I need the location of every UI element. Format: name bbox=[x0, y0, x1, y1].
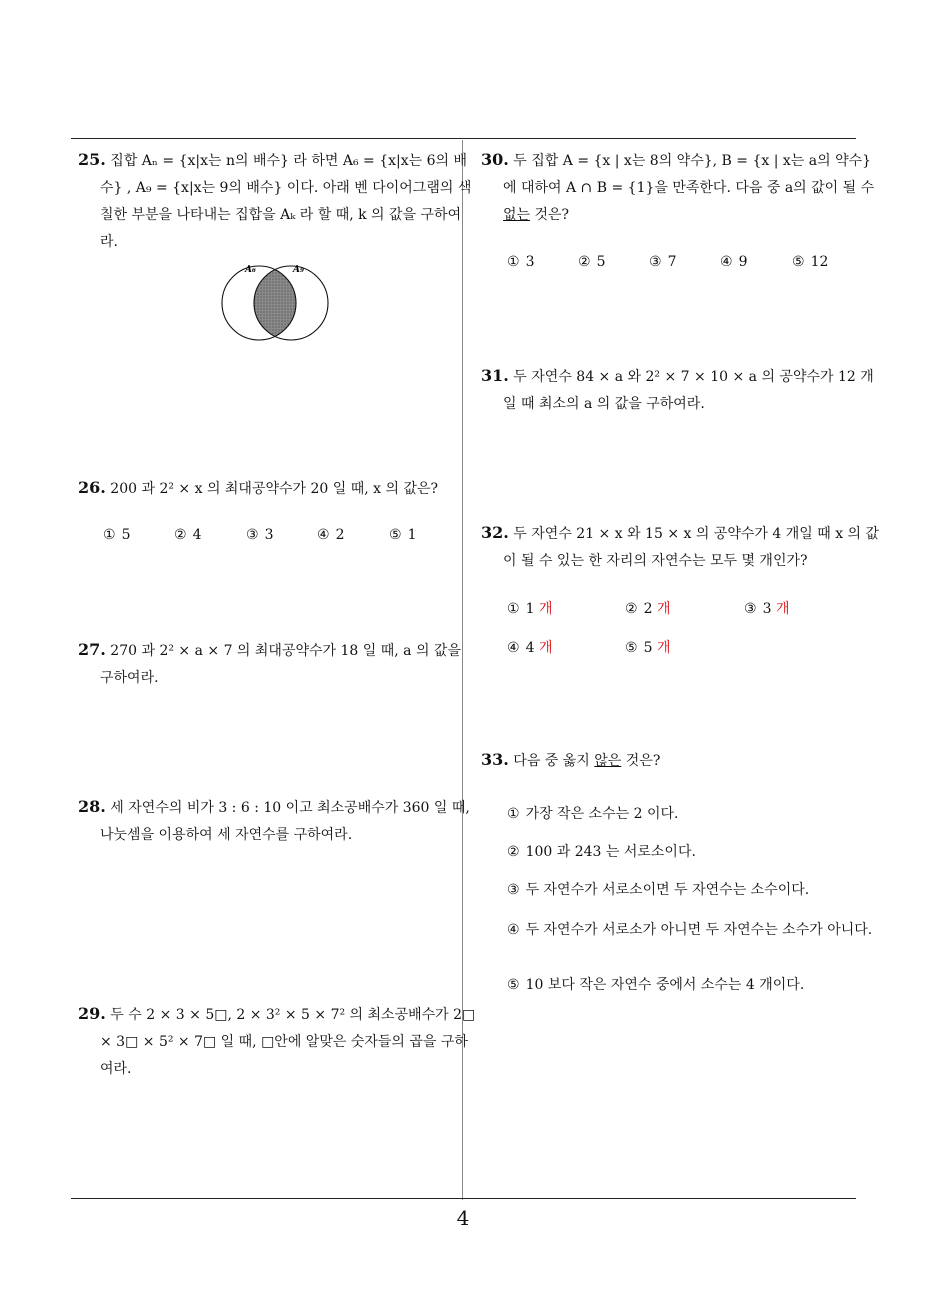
choice-number: 3 bbox=[762, 601, 772, 617]
choice-q32-4[interactable] bbox=[507, 637, 552, 657]
choice-mark: ③ bbox=[649, 254, 662, 270]
choice-mark: ③ bbox=[246, 527, 259, 543]
choice-q33-2[interactable] bbox=[507, 841, 696, 861]
question-text bbox=[503, 153, 874, 223]
question-number: 30. bbox=[481, 150, 509, 169]
choice-q32-1[interactable] bbox=[507, 598, 552, 618]
choice-q33-5[interactable] bbox=[507, 974, 804, 994]
question-number: 33. bbox=[481, 750, 509, 769]
venn-label-a9: A₉ bbox=[293, 265, 304, 275]
question-number: 29. bbox=[78, 1004, 106, 1023]
choice-mark: ⑤ bbox=[625, 640, 638, 656]
choice-label: 4 bbox=[192, 527, 202, 543]
choice-mark: ④ bbox=[720, 254, 733, 270]
choice-mark: ① bbox=[507, 254, 520, 270]
choice-label: 10 보다 작은 자연수 중에서 소수는 4 개이다. bbox=[525, 977, 805, 993]
question-number: 32. bbox=[481, 523, 509, 542]
choice-mark: ① bbox=[507, 601, 520, 617]
question-number: 26. bbox=[78, 478, 106, 497]
choice-mark: ⑤ bbox=[389, 527, 402, 543]
question-text-part: 것은? bbox=[621, 753, 661, 769]
choice-label: 100 과 243 는 서로소이다. bbox=[525, 844, 696, 860]
choice-q32-2[interactable] bbox=[625, 598, 670, 618]
choice-mark: ③ bbox=[507, 882, 520, 898]
bottom-rule bbox=[71, 1198, 856, 1199]
choice-q26-4[interactable] bbox=[317, 527, 344, 543]
choice-q26-1[interactable] bbox=[103, 527, 130, 543]
choice-mark: ⑤ bbox=[792, 254, 805, 270]
question-text-underlined: 없는 bbox=[503, 207, 531, 223]
choice-q30-2[interactable] bbox=[578, 254, 605, 270]
choice-mark: ② bbox=[625, 601, 638, 617]
question-text-part: 두 집합 A = {x | x는 8의 약수}, B = {x | x는 a의 약수} 에 대하여 A ∩ B = {1}을 만족한다. 다음 중 a의 값이 될 수 bbox=[503, 153, 875, 196]
question-text: 세 자연수의 비가 3 : 6 : 10 이고 최소공배수가 360 일 때, 나눗셈을 이용하여 세 자연수를 구하여라. bbox=[100, 800, 470, 843]
question-31 bbox=[481, 362, 881, 418]
choice-label: 12 bbox=[810, 254, 829, 270]
choice-q33-4[interactable] bbox=[507, 917, 874, 943]
choice-q33-1[interactable] bbox=[507, 803, 678, 823]
question-text: 두 자연수 21 × x 와 15 × x 의 공약수가 4 개일 때 x 의 값이 될 수 있는 한 자리의 자연수는 모두 몇 개인가? bbox=[503, 526, 880, 569]
choice-q32-5[interactable] bbox=[625, 637, 670, 657]
choice-number: 1 bbox=[525, 601, 535, 617]
choice-label: 두 자연수가 서로소이면 두 자연수는 소수이다. bbox=[525, 882, 810, 898]
question-33 bbox=[481, 746, 881, 775]
choice-label: 3 bbox=[264, 527, 274, 543]
question-29 bbox=[78, 1000, 478, 1083]
choice-number: 5 bbox=[643, 640, 653, 656]
choice-q26-2[interactable] bbox=[174, 527, 201, 543]
choice-label: 9 bbox=[738, 254, 748, 270]
page-number: 4 bbox=[456, 1206, 470, 1230]
question-26 bbox=[78, 474, 478, 503]
venn-diagram bbox=[215, 260, 335, 342]
choice-label: 1 bbox=[407, 527, 417, 543]
choice-q30-1[interactable] bbox=[507, 254, 534, 270]
choice-q30-4[interactable] bbox=[720, 254, 747, 270]
venn-label-a6: A₆ bbox=[245, 265, 256, 275]
question-text: 270 과 2² × a × 7 의 최대공약수가 18 일 때, a 의 값을 구하여라. bbox=[100, 643, 461, 686]
choice-unit: 개 bbox=[538, 640, 553, 656]
choice-q26-3[interactable] bbox=[246, 527, 273, 543]
choice-unit: 개 bbox=[656, 640, 671, 656]
question-30 bbox=[481, 146, 881, 229]
choice-q32-3[interactable] bbox=[744, 598, 789, 618]
question-text: 200 과 2² × x 의 최대공약수가 20 일 때, x 의 값은? bbox=[110, 481, 439, 497]
choice-q33-3[interactable] bbox=[507, 879, 809, 899]
choice-number: 2 bbox=[643, 601, 653, 617]
choice-label: 5 bbox=[596, 254, 606, 270]
question-text-part: 다음 중 옳지 bbox=[513, 753, 595, 769]
choice-label: 3 bbox=[525, 254, 535, 270]
choice-mark: ② bbox=[174, 527, 187, 543]
choice-unit: 개 bbox=[656, 601, 671, 617]
choice-label: 두 자연수가 서로소가 아니면 두 자연수는 소수가 아니다. bbox=[525, 922, 873, 938]
choice-q26-5[interactable] bbox=[389, 527, 416, 543]
choice-number: 4 bbox=[525, 640, 535, 656]
question-32 bbox=[481, 519, 881, 575]
choice-mark: ③ bbox=[744, 601, 757, 617]
question-25 bbox=[78, 146, 478, 256]
choice-mark: ① bbox=[507, 806, 520, 822]
choice-mark: ① bbox=[103, 527, 116, 543]
choice-unit: 개 bbox=[775, 601, 790, 617]
choice-label: 2 bbox=[335, 527, 345, 543]
choice-mark: ② bbox=[578, 254, 591, 270]
choice-label: 5 bbox=[121, 527, 131, 543]
question-text: 두 수 2 × 3 × 5□, 2 × 3² × 5 × 7² 의 최소공배수가 2□ × 3□ × 5² × 7□ 일 때, □안에 알맞은 숫자들의 곱을 구하여라. bbox=[100, 1007, 476, 1077]
choice-q30-5[interactable] bbox=[792, 254, 828, 270]
choice-mark: ⑤ bbox=[507, 977, 520, 993]
choice-label: 7 bbox=[667, 254, 677, 270]
question-number: 31. bbox=[481, 366, 509, 385]
question-text: 두 자연수 84 × a 와 2² × 7 × 10 × a 의 공약수가 12 개일 때 최소의 a 의 값을 구하여라. bbox=[503, 369, 874, 412]
question-text-part: 것은? bbox=[530, 207, 570, 223]
question-number: 25. bbox=[78, 150, 106, 169]
choice-unit: 개 bbox=[538, 601, 553, 617]
choice-mark: ④ bbox=[317, 527, 330, 543]
choice-q30-3[interactable] bbox=[649, 254, 676, 270]
choice-mark: ④ bbox=[507, 922, 520, 938]
top-rule bbox=[71, 138, 856, 139]
question-27 bbox=[78, 636, 478, 692]
question-text: 집합 Aₙ = {x|x는 n의 배수} 라 하면 A₆ = {x|x는 6의 배수} , A₉ = {x|x는 9의 배수} 이다. 아래 벤 다이어그램의 색칠한 부분을 나타내는 집합을 Aₖ 라 할 때, k 의 값을 구하여라. bbox=[100, 153, 472, 250]
question-text bbox=[513, 753, 660, 769]
question-number: 28. bbox=[78, 797, 106, 816]
choice-label: 가장 작은 소수는 2 이다. bbox=[525, 806, 679, 822]
choice-mark: ② bbox=[507, 844, 520, 860]
choice-mark: ④ bbox=[507, 640, 520, 656]
question-28 bbox=[78, 793, 478, 849]
question-text-underlined: 않은 bbox=[594, 753, 622, 769]
question-number: 27. bbox=[78, 640, 106, 659]
